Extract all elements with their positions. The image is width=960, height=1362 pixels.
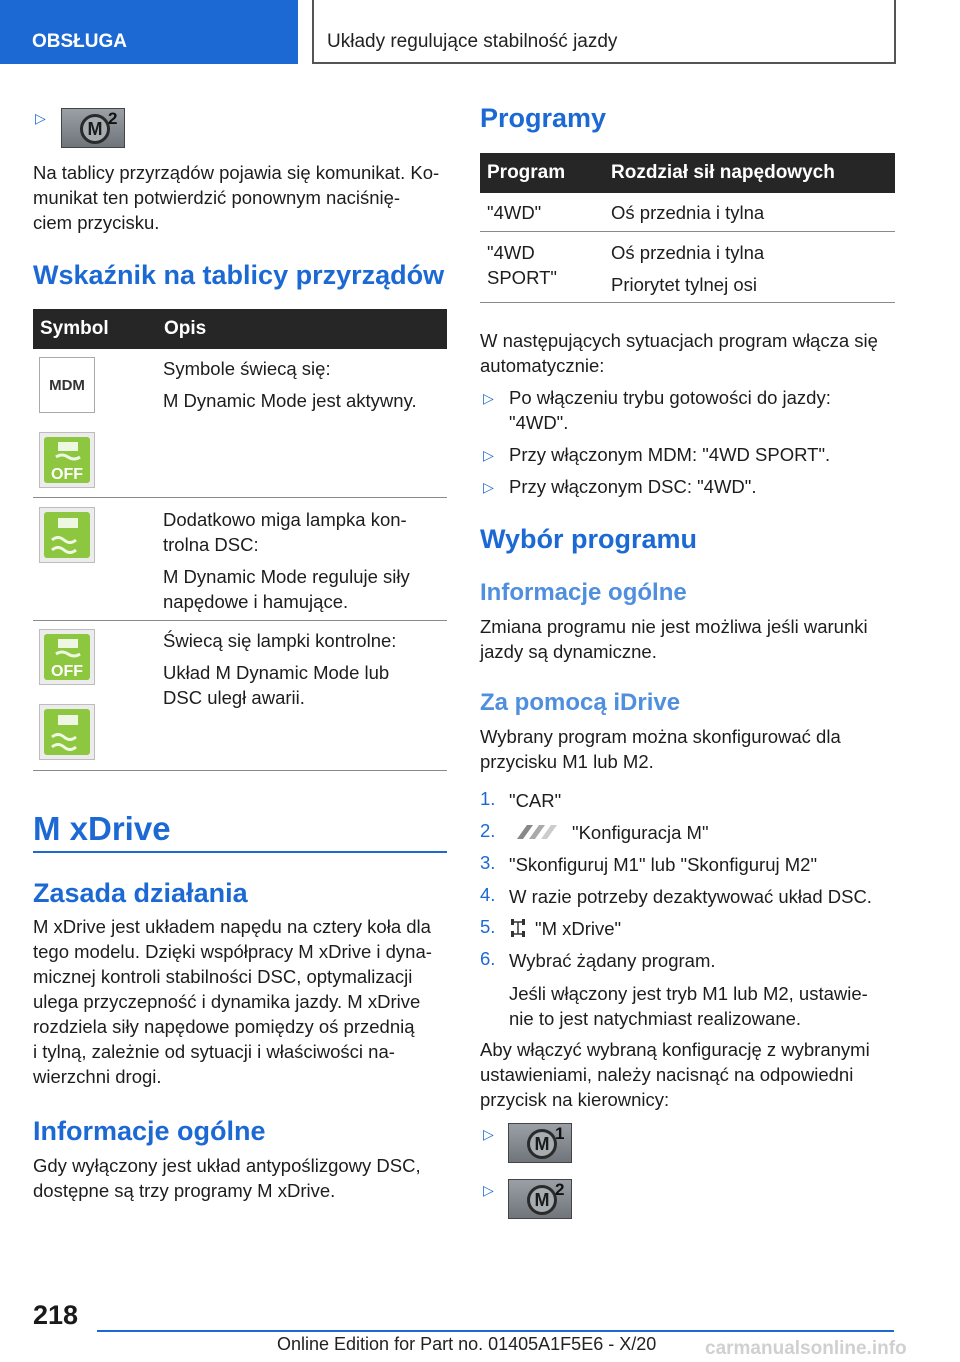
heading-rule <box>33 851 447 853</box>
bullet-triangle-icon: ▷ <box>483 1182 494 1198</box>
text-line: Gdy wyłączony jest układ antypoślizgowy DSC, <box>33 1155 421 1176</box>
bullet-triangle-icon: ▷ <box>483 479 494 495</box>
text-line: Wybrany program można skonfigurować dla <box>480 726 841 747</box>
m-stripes-icon <box>509 823 565 841</box>
m-letter: M <box>527 1129 557 1159</box>
text-line: nie to jest natychmiast realizowane. <box>509 1008 802 1029</box>
step-2: "Konfiguracja M" <box>572 822 709 843</box>
select-heading: Wybór programu <box>480 524 698 554</box>
text-line: micznej kontroli stabilności DSC, optymalizacji <box>33 966 413 987</box>
m1-button-icon <box>508 1123 572 1163</box>
text-line: rozdziela siły napędowe pomiędzy oś przednią <box>33 1016 415 1037</box>
bullet-2: Przy włączonym MDM: "4WD SPORT". <box>509 444 831 465</box>
text-line: Oś przednia i tylna <box>611 242 765 263</box>
text-line: W następujących sytuacjach program włącza się <box>480 330 878 351</box>
step-number: 3. <box>480 852 496 873</box>
chapter-title: Układy regulujące stabilność jazdy <box>327 31 618 52</box>
m1-sup: 1 <box>555 1124 565 1143</box>
desc-line: Dodatkowo miga lampka kon- <box>163 509 407 530</box>
page-number: 218 <box>33 1300 79 1330</box>
edition-text: Online Edition for Part no. 01405A1F5E6 - X/20 <box>277 1334 657 1354</box>
final-text <box>480 1037 900 1112</box>
text-line: Zmiana programu nie jest możliwa jeśli warunki <box>480 616 868 637</box>
step-number: 6. <box>480 948 496 969</box>
step-number: 5. <box>480 916 496 937</box>
off-label: OFF <box>51 663 83 680</box>
text-line: automatycznie: <box>480 355 605 376</box>
step-1: "CAR" <box>509 790 562 811</box>
step-number: 4. <box>480 884 496 905</box>
footer-rule <box>97 1330 894 1332</box>
principle-text <box>33 914 453 1089</box>
general-heading-right: Informacje ogólne <box>480 579 687 606</box>
text-line: SPORT" <box>487 267 557 288</box>
idrive-heading: Za pomocą iDrive <box>480 689 681 716</box>
text-line: "4WD". <box>509 412 569 433</box>
watermark-text: carmanualsonline.info <box>705 1338 907 1359</box>
prog-row2-desc <box>611 240 764 297</box>
bullet-1 <box>509 385 831 435</box>
text-line: "4WD <box>487 242 535 263</box>
prog-row1-desc: Oś przednia i tylna <box>611 202 765 223</box>
text-line: i tylną, zależnie od sytuacji i właściwości na- <box>33 1041 395 1062</box>
principle-heading: Zasada działania <box>33 878 248 908</box>
desc-line: Świecą się lampki kontrolne: <box>163 630 397 651</box>
col-desc: Opis <box>164 318 207 339</box>
text-line: wierzchni drogi. <box>33 1066 162 1087</box>
text-line: ustawieniami, należy nacisnąć na odpowiedni <box>480 1064 854 1085</box>
step-5: "M xDrive" <box>535 918 622 939</box>
dsc-off-symbol-icon <box>39 432 95 488</box>
bullet-3: Przy włączonym DSC: "4WD". <box>509 476 757 497</box>
text-line: Jeśli włączony jest tryb M1 lub M2, ustawie- <box>509 983 868 1004</box>
desc-line: DSC uległ awarii. <box>163 687 305 708</box>
prog-row1-name: "4WD" <box>487 202 542 223</box>
step-6: Wybrać żądany program. <box>509 950 716 971</box>
mdm-symbol-icon: MDM <box>39 357 95 413</box>
section-tab <box>0 0 298 64</box>
table-rule <box>33 770 447 771</box>
step-6-extra <box>509 981 868 1031</box>
col-program: Program <box>487 162 566 183</box>
desc-line: napędowe i hamujące. <box>163 591 349 612</box>
m2-sup: 2 <box>555 1180 565 1199</box>
desc-line: Układ M Dynamic Mode lub <box>163 662 390 683</box>
text-line: przycisku M1 lub M2. <box>480 751 654 772</box>
text-line: Priorytet tylnej osi <box>611 274 757 295</box>
step-4: W razie potrzeby dezaktywować układ DSC. <box>509 886 872 907</box>
row3-desc <box>163 628 396 710</box>
programs-heading: Programy <box>480 103 607 133</box>
m-letter: M <box>80 114 110 144</box>
step-number: 2. <box>480 820 496 841</box>
text-line: M xDrive jest układem napędu na cztery koła dla <box>33 916 431 937</box>
dsc-symbol-icon <box>39 507 95 563</box>
auto-text <box>480 328 900 378</box>
intro-line: Na tablicy przyrządów pojawia się komunikat. Ko- <box>33 162 440 183</box>
row1-desc <box>163 356 417 413</box>
chapter-tab <box>312 0 896 64</box>
idrive-text <box>480 724 900 774</box>
bullet-triangle-icon: ▷ <box>483 447 494 463</box>
text-line: Po włączeniu trybu gotowości do jazdy: <box>509 387 831 408</box>
general-heading-left: Informacje ogólne <box>33 1116 266 1146</box>
table-rule <box>33 497 447 498</box>
general-text-left <box>33 1153 453 1203</box>
m2-sup: 2 <box>108 109 118 128</box>
col-symbol: Symbol <box>40 318 109 339</box>
desc-line: M Dynamic Mode jest aktywny. <box>163 390 417 411</box>
bullet-triangle-icon: ▷ <box>483 1126 494 1142</box>
bullet-triangle-icon: ▷ <box>35 110 46 126</box>
col-dist: Rozdział sił napędowych <box>611 162 835 183</box>
drivetrain-icon <box>510 919 526 937</box>
desc-line: trolna DSC: <box>163 534 259 555</box>
m-letter: M <box>527 1185 557 1215</box>
table-rule <box>480 231 895 232</box>
text-line: ulega przyczepność i dynamika jazdy. M xDrive <box>33 991 421 1012</box>
table-rule <box>480 302 895 303</box>
prog-row2-name <box>487 240 557 290</box>
m2-button-icon <box>61 108 125 148</box>
intro-line: ciem przycisku. <box>33 212 160 233</box>
desc-line: Symbole świecą się: <box>163 358 331 379</box>
section-title: OBSŁUGA <box>32 31 127 52</box>
row2-desc <box>163 507 410 614</box>
step-3: "Skonfiguruj M1" lub "Skonfiguruj M2" <box>509 854 818 875</box>
text-line: dostępne są trzy programy M xDrive. <box>33 1180 336 1201</box>
general-text-right <box>480 614 900 664</box>
xdrive-heading: M xDrive <box>33 810 171 847</box>
dsc-off-symbol-icon <box>39 629 95 685</box>
off-label: OFF <box>51 466 83 483</box>
step-number: 1. <box>480 788 496 809</box>
text-line: tego modelu. Dzięki współpracy M xDrive i dyna- <box>33 941 432 962</box>
intro-text <box>33 160 453 235</box>
dsc-symbol-icon <box>39 704 95 760</box>
text-line: Aby włączyć wybraną konfigurację z wybranymi <box>480 1039 870 1060</box>
table-rule <box>33 620 447 621</box>
text-line: jazdy są dynamiczne. <box>480 641 657 662</box>
program-table-header <box>480 153 895 193</box>
indicator-heading: Wskaźnik na tablicy przyrządów <box>33 260 445 290</box>
bullet-triangle-icon: ▷ <box>483 390 494 406</box>
intro-line: munikat ten potwierdzić ponownym naciśnię- <box>33 187 401 208</box>
symbol-table-header <box>33 309 447 349</box>
text-line: przycisk na kierownicy: <box>480 1089 670 1110</box>
m2-button-icon <box>508 1179 572 1219</box>
desc-line: M Dynamic Mode reguluje siły <box>163 566 410 587</box>
